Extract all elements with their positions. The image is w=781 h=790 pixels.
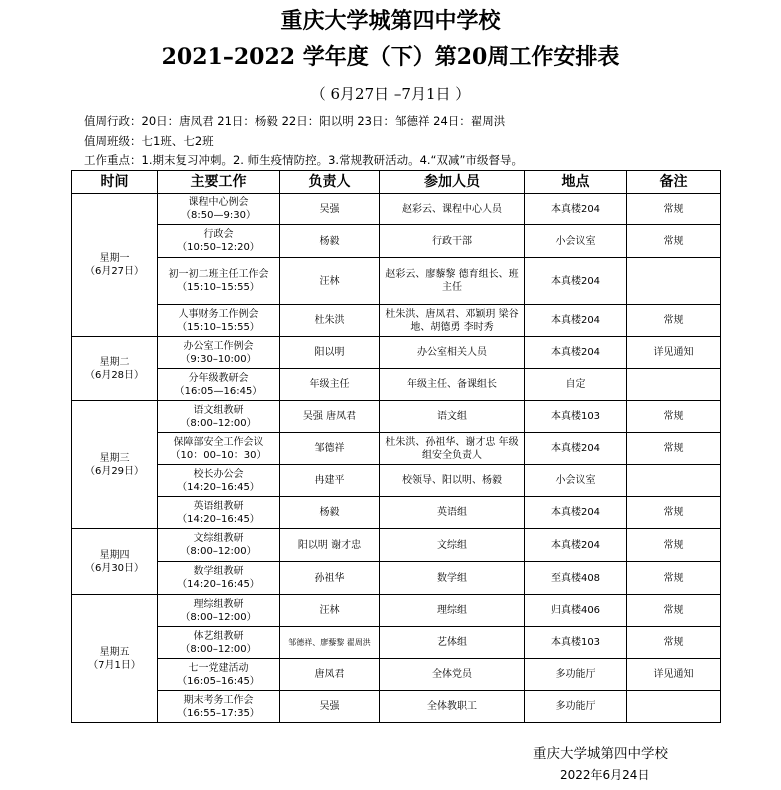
work-time: （15:10–15:55）	[177, 321, 260, 333]
table-row	[72, 465, 721, 497]
table-row	[72, 225, 721, 258]
attendees-cell: 杜朱洪、唐凤君、邓颖玥 梁谷地、胡德勇 李时秀	[380, 305, 525, 337]
attendees-cell: 办公室相关人员	[380, 337, 525, 369]
work-name: 理综组教研	[193, 598, 244, 610]
lead-cell: 冉建平	[280, 465, 380, 497]
place-cell: 自定	[525, 369, 627, 401]
work-cell	[158, 194, 280, 225]
attendees-cell: 杜朱洪、孙祖华、谢才忠 年级组安全负责人	[380, 433, 525, 465]
work-name: 期末考务工作会	[183, 694, 254, 706]
note-cell: 常规	[627, 305, 721, 337]
attendees-cell: 理综组	[380, 595, 525, 627]
col-header-work: 主要工作	[158, 171, 280, 194]
work-time: （8:00–12:00）	[180, 611, 257, 623]
col-header-time: 时间	[72, 171, 158, 194]
table-row	[72, 562, 721, 595]
day-name: 星期五	[99, 646, 130, 658]
work-name: 七一党建活动	[188, 662, 249, 674]
table-row	[72, 369, 721, 401]
lead-cell: 孙祖华	[280, 562, 380, 595]
place-cell: 小会议室	[525, 225, 627, 258]
attendees-cell: 数学组	[380, 562, 525, 595]
note-cell: 常规	[627, 627, 721, 659]
work-cell	[158, 401, 280, 433]
work-time: （16:05–16:45）	[177, 675, 260, 687]
attendees-cell: 文综组	[380, 529, 525, 562]
note-cell: 详见通知	[627, 659, 721, 691]
day-cell	[72, 337, 158, 401]
work-time: （16:05—16:45）	[174, 385, 263, 397]
table-row	[72, 433, 721, 465]
note-cell	[627, 369, 721, 401]
note-cell: 常规	[627, 401, 721, 433]
place-cell: 至真楼408	[525, 562, 627, 595]
work-time: （9:30–10:00）	[180, 353, 257, 365]
lead-cell: 汪林	[280, 258, 380, 305]
duty-admin-line: 值周行政：20日：唐凤君 21日：杨毅 22日：阳以明 23日：邹德祥 24日：翟周洪	[84, 114, 506, 128]
day-cell	[72, 401, 158, 529]
attendees-cell: 全体党员	[380, 659, 525, 691]
attendees-cell: 全体教职工	[380, 691, 525, 723]
work-name: 初一初二班主任工作会	[168, 269, 269, 280]
table-row	[72, 497, 721, 529]
footer-date: 2022年6月24日	[560, 768, 650, 782]
work-name: 办公室工作例会	[183, 340, 254, 352]
col-header-note: 备注	[627, 171, 721, 194]
note-cell: 常规	[627, 194, 721, 225]
attendees-cell: 英语组	[380, 497, 525, 529]
work-time: （14:20–16:45）	[177, 513, 260, 525]
place-cell: 本真楼204	[525, 337, 627, 369]
work-cell	[158, 562, 280, 595]
day-name: 星期二	[99, 356, 130, 368]
place-cell: 多功能厅	[525, 691, 627, 723]
day-name: 星期三	[99, 452, 130, 464]
attendees-cell: 赵彩云、廖藜黎 德育组长、班主任	[380, 258, 525, 305]
lead-cell: 吴强 唐凤君	[280, 401, 380, 433]
focus-line: 工作重点：1.期末复习冲刺。2. 师生疫情防控。3.常规教研活动。4.“双减”市级督导。	[84, 153, 523, 167]
work-cell	[158, 225, 280, 258]
duty-class-line: 值周班级：七1班、七2班	[84, 134, 214, 148]
note-cell	[627, 691, 721, 723]
lead-cell: 邹德祥	[280, 433, 380, 465]
lead-cell: 杨毅	[280, 497, 380, 529]
attendees-cell: 语文组	[380, 401, 525, 433]
note-cell: 常规	[627, 562, 721, 595]
work-time: （16:55–17:35）	[177, 707, 260, 719]
work-cell	[158, 258, 280, 305]
work-cell	[158, 595, 280, 627]
note-cell: 详见通知	[627, 337, 721, 369]
work-name: 课程中心例会	[188, 197, 249, 208]
work-time: （14:20–16:45）	[177, 481, 260, 493]
lead-cell: 阳以明 谢才忠	[280, 529, 380, 562]
lead-cell: 邹德祥、廖藜黎 翟周洪	[280, 627, 380, 659]
place-cell: 本真楼204	[525, 194, 627, 225]
work-cell	[158, 497, 280, 529]
table-row	[72, 659, 721, 691]
work-name: 英语组教研	[193, 500, 244, 512]
work-time: （14:20–16:45）	[177, 579, 260, 590]
attendees-cell: 艺体组	[380, 627, 525, 659]
lead-cell: 吴强	[280, 691, 380, 723]
date-range: （ 6月27日 –7月1日 ）	[310, 85, 471, 103]
work-name: 分年级教研会	[188, 372, 249, 384]
place-cell: 小会议室	[525, 465, 627, 497]
note-cell: 常规	[627, 497, 721, 529]
work-cell	[158, 433, 280, 465]
place-cell: 本真楼103	[525, 401, 627, 433]
work-cell	[158, 305, 280, 337]
note-cell	[627, 465, 721, 497]
work-cell	[158, 465, 280, 497]
schedule-title: 2021–2022 学年度（下）第20周工作安排表	[161, 44, 620, 70]
lead-cell: 年级主任	[280, 369, 380, 401]
note-cell: 常规	[627, 433, 721, 465]
work-time: （8:50—9:30）	[181, 210, 256, 221]
work-time: （10：00–10：30）	[170, 449, 267, 461]
work-cell	[158, 691, 280, 723]
attendees-cell: 年级主任、备课组长	[380, 369, 525, 401]
lead-cell: 阳以明	[280, 337, 380, 369]
table-row	[72, 627, 721, 659]
lead-cell: 唐凤君	[280, 659, 380, 691]
work-cell	[158, 627, 280, 659]
lead-cell: 杜朱洪	[280, 305, 380, 337]
work-time: （10:50–12:20）	[177, 242, 260, 253]
work-cell	[158, 659, 280, 691]
work-name: 语文组教研	[193, 404, 244, 416]
day-name: 星期一	[99, 253, 130, 264]
place-cell: 本真楼204	[525, 305, 627, 337]
col-header-attendees: 参加人员	[380, 171, 525, 194]
day-date: （6月28日）	[84, 369, 145, 381]
page-title: 重庆大学城第四中学校	[280, 8, 501, 34]
work-time: （8:00–12:00）	[180, 643, 257, 655]
table-row	[72, 194, 721, 225]
attendees-cell: 校领导、阳以明、杨毅	[380, 465, 525, 497]
work-time: （8:00–12:00）	[180, 417, 257, 429]
col-header-place: 地点	[525, 171, 627, 194]
work-cell	[158, 369, 280, 401]
work-name: 保障部安全工作会议	[173, 436, 264, 448]
note-cell: 常规	[627, 225, 721, 258]
work-time: （15:10–15:55）	[177, 282, 260, 293]
day-date: （6月29日）	[84, 465, 145, 477]
table-row	[72, 401, 721, 433]
footer-school: 重庆大学城第四中学校	[533, 746, 668, 762]
table-row	[72, 595, 721, 627]
day-date: （7月1日）	[88, 659, 141, 671]
day-cell	[72, 529, 158, 595]
work-time: （8:00–12:00）	[180, 546, 257, 557]
lead-cell: 吴强	[280, 194, 380, 225]
note-cell	[627, 258, 721, 305]
place-cell: 本真楼204	[525, 433, 627, 465]
work-name: 行政会	[203, 229, 234, 240]
day-cell	[72, 595, 158, 723]
schedule-table	[71, 170, 721, 723]
table-row	[72, 529, 721, 562]
work-name: 校长办公会	[193, 468, 244, 480]
day-date: （6月27日）	[84, 266, 145, 277]
lead-cell: 杨毅	[280, 225, 380, 258]
day-cell	[72, 194, 158, 337]
note-cell: 常规	[627, 529, 721, 562]
attendees-cell: 行政干部	[380, 225, 525, 258]
table-row	[72, 691, 721, 723]
place-cell: 多功能厅	[525, 659, 627, 691]
place-cell: 本真楼204	[525, 529, 627, 562]
place-cell: 本真楼103	[525, 627, 627, 659]
work-name: 人事财务工作例会	[178, 308, 259, 320]
place-cell: 归真楼406	[525, 595, 627, 627]
work-cell	[158, 529, 280, 562]
table-row	[72, 337, 721, 369]
work-name: 数学组教研	[193, 566, 244, 577]
table-header-row	[72, 171, 721, 194]
work-name: 体艺组教研	[193, 630, 244, 642]
col-header-lead: 负责人	[280, 171, 380, 194]
note-cell: 常规	[627, 595, 721, 627]
place-cell: 本真楼204	[525, 497, 627, 529]
table-row	[72, 258, 721, 305]
attendees-cell: 赵彩云、课程中心人员	[380, 194, 525, 225]
work-cell	[158, 337, 280, 369]
table-row	[72, 305, 721, 337]
place-cell: 本真楼204	[525, 258, 627, 305]
day-date: （6月30日）	[84, 562, 145, 574]
work-name: 文综组教研	[193, 533, 244, 544]
lead-cell: 汪林	[280, 595, 380, 627]
day-name: 星期四	[99, 549, 130, 561]
